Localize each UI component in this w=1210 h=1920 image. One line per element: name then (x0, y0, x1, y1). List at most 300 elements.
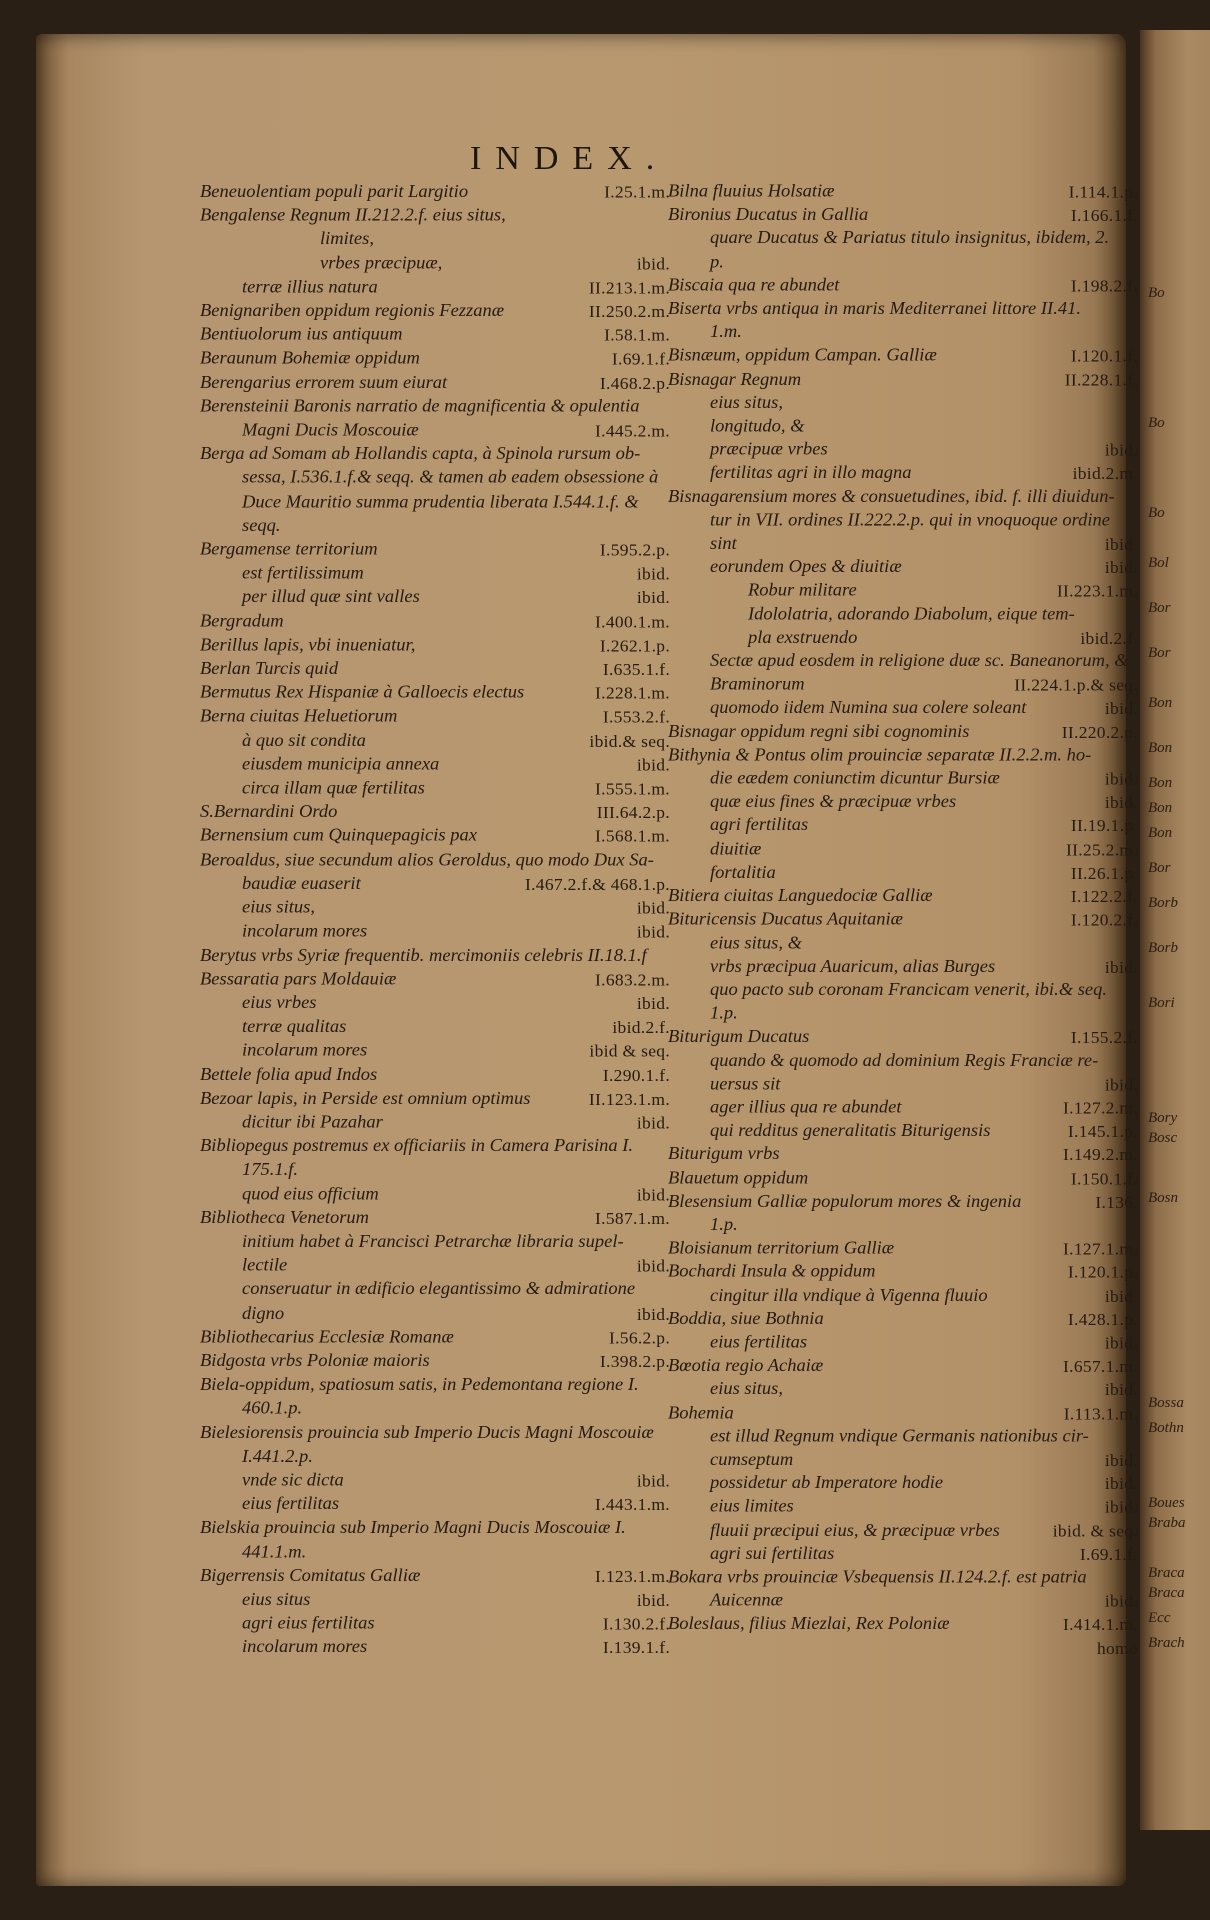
entry-reference: I.635.1.f. (602, 659, 670, 679)
entry-term: eius limites (710, 1497, 794, 1517)
entry-reference: I.25.1.m. (604, 181, 670, 202)
index-entry (200, 180, 670, 204)
index-entry (668, 1237, 1138, 1260)
entry-reference: II.25.2.m. (1065, 839, 1138, 860)
index-entry (200, 657, 670, 681)
index-entry (200, 800, 670, 824)
entry-reference: I.555.1.m. (595, 778, 670, 799)
entry-term: Bielesiorensis prouincia sub Imperio Ducis Magni Moscouiæ (200, 1422, 654, 1443)
entry-reference: I.120.2.f. (1070, 910, 1138, 930)
entry-term: Bilna fluuius Holsatiæ (668, 181, 835, 202)
index-entry (668, 650, 1138, 673)
adjacent-page-fragment: Bo (1148, 505, 1165, 521)
entry-term: quæ eius fines & præcipuæ vrbes (710, 792, 957, 813)
index-entry (200, 1612, 670, 1636)
entry-term: Benignariben oppidum regionis Fezzanæ (200, 301, 505, 322)
entry-term: vrbes præcipuæ, (320, 253, 443, 274)
entry-reference: I.683.2.m. (595, 969, 670, 990)
adjacent-page-fragment: Bol (1148, 555, 1169, 571)
index-entry (200, 920, 670, 944)
index-entry (200, 466, 670, 490)
entry-term: Bochardi Insula & oppidum (668, 1262, 876, 1282)
index-entry (668, 1260, 1138, 1283)
entry-term: 175.1.f. (242, 1160, 299, 1181)
entry-reference: ibid. (636, 993, 670, 1014)
index-entry (200, 586, 670, 610)
entry-term: Bigerrensis Comitatus Galliæ (200, 1566, 421, 1586)
entry-term: baudiæ euaserit (242, 874, 361, 894)
index-entry (200, 1445, 670, 1469)
index-entry (668, 227, 1138, 250)
entry-term: terræ qualitas (242, 1017, 347, 1037)
index-entry (200, 443, 670, 467)
entry-term: Bohemia (668, 1403, 734, 1423)
entry-reference: I.166.1.f. (1070, 205, 1138, 225)
index-entry (200, 1397, 670, 1421)
entry-term: incolarum mores (242, 1637, 368, 1658)
index-entry (668, 297, 1138, 320)
index-entry (200, 991, 670, 1015)
index-entry (200, 1349, 670, 1373)
entry-term: Bessaratia pars Moldauiæ (200, 969, 397, 990)
entry-term: Braminorum (710, 675, 805, 695)
entry-reference: ibid. (1104, 957, 1138, 977)
entry-term: Berillus lapis, vbi inueniatur, (200, 635, 416, 656)
index-entry (200, 1516, 670, 1540)
entry-reference: I.468.2.p. (599, 372, 670, 393)
entry-reference: ibid & seq. (589, 1041, 670, 1061)
entry-reference: I.553.2.f. (602, 706, 670, 727)
entry-term: eius vrbes (242, 993, 317, 1014)
entry-reference: I.120.1.f. (1070, 346, 1138, 366)
index-entry (200, 371, 670, 395)
index-entry (200, 610, 670, 634)
entry-reference: II.250.2.m. (588, 301, 670, 322)
index-entry (668, 673, 1138, 696)
index-entry (200, 1493, 670, 1517)
adjacent-page-fragment: Bo (1148, 415, 1165, 431)
entry-reference: ibid. (636, 587, 670, 608)
entry-reference: I.150.1.f. (1070, 1168, 1138, 1188)
entry-reference: ibid. (1104, 440, 1138, 460)
entry-term: Bibliopegus postremus ex officiariis in Camera Parisina I. (200, 1136, 634, 1157)
entry-reference: ibid. (1104, 792, 1138, 813)
entry-term: circa illam quæ fertilitas (242, 778, 425, 799)
index-entry (668, 180, 1138, 203)
entry-term: Bielskia prouincia sub Imperio Magni Ducis Moscouiæ I. (200, 1518, 626, 1539)
index-entry (668, 485, 1138, 508)
entry-reference: I.69.1.f. (611, 349, 670, 369)
entry-term: Magni Ducis Moscouiæ (242, 420, 419, 441)
index-entry (200, 1373, 670, 1397)
index-entry (200, 1325, 670, 1349)
index-entry (668, 1378, 1138, 1401)
entry-term: Bisnagar oppidum regni sibi cognominis (668, 722, 970, 742)
entry-term: quomodo iidem Numina sua colere soleant (710, 698, 1027, 719)
entry-reference: I.127.1.m. (1063, 1238, 1138, 1259)
adjacent-page-fragment: Bon (1148, 695, 1173, 711)
adjacent-page-fragment: Brach (1148, 1635, 1185, 1651)
adjacent-page-fragment: Bon (1148, 775, 1173, 791)
index-entry (668, 1519, 1138, 1542)
entry-term: Boleslaus, filius Miezlai, Rex Poloniæ (668, 1614, 950, 1635)
adjacent-page-fragment: Bor (1148, 860, 1171, 876)
index-entry (200, 1469, 670, 1493)
entry-reference: ibid. (1104, 769, 1138, 789)
entry-term: 441.1.m. (242, 1542, 307, 1562)
index-entry (200, 705, 670, 729)
entry-reference: ibid. (636, 1589, 670, 1610)
index-entry (200, 1540, 670, 1564)
entry-reference: I.587.1.m. (595, 1208, 670, 1228)
index-entry (200, 275, 670, 299)
entry-term: Berga ad Somam ab Hollandis capta, à Spinola rursum ob- (200, 444, 641, 465)
entry-reference: ibid.2.f. (1080, 628, 1138, 648)
entry-term: eius situs, & (710, 933, 802, 953)
entry-reference: I.114.1.p. (1068, 181, 1138, 202)
index-entry (200, 896, 670, 920)
index-entry (200, 848, 670, 872)
index-entry (200, 872, 670, 896)
entry-term: Berlan Turcis quid (200, 659, 339, 679)
index-entry (200, 1111, 670, 1135)
entry-term: Biscaia qua re abundet (668, 275, 840, 296)
adjacent-page-fragment: Bon (1148, 825, 1173, 841)
entry-term: vrbs præcipua Auaricum, alias Burges (710, 957, 996, 977)
entry-reference: I.136. (1095, 1191, 1138, 1212)
index-entry (668, 1307, 1138, 1330)
index-entry (668, 1542, 1138, 1565)
entry-term: Bloisianum territorium Galliæ (668, 1238, 895, 1259)
entry-term: qui redditus generalitatis Biturigensis (710, 1121, 991, 1141)
index-entry (668, 1190, 1138, 1213)
entry-term: Bisnagarensium mores & consuetudines, ibid. f. illi diuidun- (668, 487, 1115, 507)
index-entry (668, 1636, 1138, 1659)
index-entry (200, 395, 670, 419)
entry-term: Sectæ apud eosdem in religione duæ sc. Baneanorum, & (710, 651, 1129, 672)
entry-reference: II.228.1.f. (1064, 369, 1138, 390)
entry-term: S.Bernardini Ordo (200, 802, 338, 823)
adjacent-page-fragment: Borb (1148, 895, 1178, 911)
entry-reference: ibid. (636, 1184, 670, 1205)
entry-term: Berengarius errorem suum eiurat (200, 372, 448, 393)
index-entry (668, 955, 1138, 978)
entry-reference: ibid. (636, 1255, 670, 1276)
index-entry (200, 681, 670, 705)
entry-term: Biela-oppidum, spatiosum satis, in Pedemontana regione I. (200, 1375, 639, 1395)
entry-term: fluuii præcipui eius, & præcipuæ vrbes (710, 1520, 1000, 1541)
entry-reference: ibid. (1104, 1074, 1138, 1094)
index-entry (668, 532, 1138, 555)
index-entry (200, 299, 670, 323)
entry-term: die eædem coniunctim dicuntur Bursiæ (710, 769, 1000, 789)
index-entry (668, 885, 1138, 908)
entry-term: 1.p. (710, 1215, 738, 1235)
entry-reference: homo (1096, 1638, 1138, 1658)
adjacent-page-fragment: Borb (1148, 940, 1178, 956)
page-title: INDEX. (470, 140, 669, 177)
entry-term: Biturigum Ducatus (668, 1027, 810, 1047)
entry-term: Bergamense territorium (200, 539, 378, 560)
entry-reference: ibid. (636, 754, 670, 775)
entry-reference: ibid.& seq. (589, 730, 670, 751)
index-entry (668, 1049, 1138, 1072)
index-entry (668, 368, 1138, 391)
index-entry (200, 968, 670, 992)
entry-reference: I.290.1.f. (602, 1064, 670, 1085)
entry-term: vnde sic dicta (242, 1470, 344, 1491)
index-entry (200, 490, 670, 514)
adjacent-page-fragment: Bo (1148, 285, 1165, 301)
entry-term: cingitur illa vndique à Vigenna fluuio (710, 1285, 988, 1306)
index-entry (668, 814, 1138, 837)
entry-term: ager illius qua re abundet (710, 1098, 902, 1118)
entry-reference: I.69.1.f. (1079, 1544, 1138, 1564)
index-entry (200, 753, 670, 777)
index-entry (200, 1158, 670, 1182)
index-entry (668, 1354, 1138, 1377)
entry-reference: ibid. (1104, 1497, 1138, 1517)
entry-term: quo pacto sub coronam Francicam venerit, ibi.& seq. (710, 980, 1108, 1000)
entry-reference: I.198.2.f. (1070, 275, 1138, 296)
index-entry (200, 252, 670, 276)
entry-term: præcipuæ vrbes (710, 440, 828, 460)
index-entry (668, 1401, 1138, 1424)
entry-term: Bermutus Rex Hispaniæ à Galloecis electus (200, 683, 525, 703)
entry-reference: I.122.2.f. (1070, 886, 1138, 907)
index-entry (668, 1167, 1138, 1190)
index-entry (668, 1002, 1138, 1025)
entry-term: Bokara vrbs prouinciæ Vsbequensis II.124.2.f. est patria (668, 1567, 1087, 1588)
adjacent-page-fragment: Bory (1148, 1110, 1178, 1126)
entry-term: eius situs, (710, 1379, 783, 1400)
index-column-right (668, 180, 1138, 1660)
entry-reference: I.127.2.m. (1063, 1098, 1138, 1118)
entry-term: Bituricensis Ducatus Aquitaniæ (668, 910, 904, 930)
adjacent-page-fragment: Bon (1148, 740, 1173, 756)
index-entry (668, 1495, 1138, 1518)
entry-term: initium habet à Francisci Petrarchæ libraria supel- (242, 1232, 624, 1252)
adjacent-page-fragment: Bothn (1148, 1420, 1184, 1436)
entry-term: agri fertilitas (710, 816, 809, 836)
index-entry (668, 626, 1138, 649)
index-entry (200, 1015, 670, 1039)
entry-reference: ibid. (636, 1303, 670, 1324)
index-entry (668, 1214, 1138, 1237)
index-entry (668, 203, 1138, 226)
entry-term: tur in VII. ordines II.222.2.p. qui in vnoquoque ordine (710, 510, 1110, 531)
entry-term: p. (710, 252, 724, 272)
index-entry (200, 1588, 670, 1612)
index-entry (668, 1284, 1138, 1307)
index-entry (200, 562, 670, 586)
index-entry (668, 861, 1138, 884)
entry-term: Bibliothecarius Ecclesiæ Romanæ (200, 1327, 454, 1348)
entry-reference: I.398.2.p. (599, 1351, 670, 1372)
entry-term: sint (710, 534, 737, 554)
entry-term: Bezoar lapis, in Perside est omnium optimus (200, 1088, 531, 1109)
entry-reference: I.145.1.p. (1067, 1121, 1138, 1141)
entry-term: 1.m. (710, 322, 742, 343)
entry-term: Bengalense Regnum II.212.2.f. eius situs, (200, 205, 506, 226)
entry-term: Bernensium cum Quinquepagicis pax (200, 826, 477, 847)
index-entry (200, 1254, 670, 1278)
entry-term: Blesensium Galliæ populorum mores & ingenia (668, 1191, 1022, 1212)
entry-term: Beroaldus, siue secundum alios Geroldus, quo modo Dux Sa- (200, 850, 654, 870)
index-entry (668, 344, 1138, 367)
entry-term: Beraunum Bohemiæ oppidum (200, 349, 420, 369)
index-entry (668, 1472, 1138, 1495)
entry-term: Boddia, siue Bothnia (668, 1309, 824, 1329)
entry-reference: I.657.1.m. (1063, 1356, 1138, 1376)
index-entry (200, 419, 670, 443)
index-entry (668, 932, 1138, 955)
index-entry (200, 1182, 670, 1206)
entry-term: 1.p. (710, 1004, 738, 1024)
entry-reference: ibid. (1104, 534, 1138, 554)
entry-reference: ibid.2.m. (1072, 463, 1138, 484)
entry-term: pla exstruendo (748, 628, 858, 648)
entry-reference: ibid. (1104, 1473, 1138, 1494)
entry-term: quod eius officium (242, 1184, 379, 1205)
index-entry (668, 509, 1138, 532)
entry-reference: I.58.1.m. (604, 325, 670, 345)
entry-term: est fertilissimum (242, 563, 364, 584)
index-entry (200, 1636, 670, 1660)
entry-term: fertilitas agri in illo magna (710, 463, 912, 484)
entry-reference: I.400.1.m. (595, 611, 670, 632)
entry-reference: II.19.1.p. (1070, 816, 1138, 836)
entry-term: Bisnagar Regnum (668, 369, 802, 390)
entry-term: terræ illius natura (242, 277, 378, 298)
index-entry (668, 1120, 1138, 1143)
entry-term: Duce Mauritio summa prudentia liberata I.544.1.f. & (242, 492, 639, 512)
entry-term: cumseptum (710, 1450, 794, 1470)
entry-reference: II.123.1.m. (588, 1088, 670, 1109)
index-entry (668, 838, 1138, 861)
entry-reference: I.155.2.f. (1070, 1027, 1138, 1047)
entry-reference: I.262.1.p. (599, 635, 670, 656)
index-entry (200, 1278, 670, 1302)
index-entry (668, 1613, 1138, 1636)
index-entry (200, 1564, 670, 1588)
index-entry (668, 1143, 1138, 1166)
index-entry (200, 777, 670, 801)
entry-term: limites, (320, 229, 374, 250)
index-entry (200, 323, 670, 347)
adjacent-page-fragment: Bori (1148, 995, 1175, 1011)
entry-term: possidetur ab Imperatore hodie (710, 1473, 944, 1494)
index-entry (200, 347, 670, 371)
index-entry (668, 603, 1138, 626)
entry-reference: II.213.1.m. (588, 277, 670, 298)
entry-term: Bidgosta vrbs Poloniæ maioris (200, 1351, 430, 1372)
entry-reference: ibid. (1104, 1332, 1138, 1353)
entry-term: Berna ciuitas Heluetiorum (200, 706, 398, 727)
entry-term: Auicennæ (710, 1591, 783, 1611)
entry-term: eiusdem municipia annexa (242, 754, 440, 775)
index-entry (668, 438, 1138, 461)
entry-reference: I.595.2.p. (599, 539, 670, 560)
index-entry (668, 1096, 1138, 1119)
entry-term: Biturigum vrbs (668, 1144, 780, 1165)
entry-term: agri sui fertilitas (710, 1544, 835, 1564)
entry-term: I.441.2.p. (242, 1446, 313, 1467)
entry-reference: I.414.1.m. (1063, 1614, 1138, 1635)
entry-reference: I.568.1.m. (595, 826, 670, 847)
index-entry (200, 204, 670, 228)
adjacent-page-fragment: Bossa (1148, 1395, 1184, 1411)
entry-term: Robur militare (748, 581, 857, 601)
entry-term: Bisnæum, oppidum Campan. Galliæ (668, 346, 937, 366)
adjacent-page-fragment: Braca (1148, 1565, 1185, 1581)
entry-term: eius situs (242, 1589, 311, 1610)
index-entry (668, 1073, 1138, 1096)
entry-term: Bibliotheca Venetorum (200, 1208, 370, 1228)
entry-reference: ibid. (636, 1470, 670, 1491)
entry-term: agri eius fertilitas (242, 1613, 375, 1634)
entry-term: Berytus vrbs Syriæ frequentib. mercimoniis celebris II.18.1.f (200, 945, 647, 966)
index-entry (668, 1589, 1138, 1612)
index-entry (668, 1425, 1138, 1448)
index-entry (668, 391, 1138, 414)
entry-term: Berensteinii Baronis narratio de magnificentia & opulentia (200, 396, 640, 417)
index-entry (668, 1331, 1138, 1354)
entry-reference: II.224.1.p.& seq. (1014, 675, 1138, 695)
entry-term: 460.1.p. (242, 1399, 303, 1419)
adjacent-page-fragment: Bor (1148, 600, 1171, 616)
adjacent-page-fragment: Braca (1148, 1585, 1185, 1601)
entry-term: per illud quæ sint valles (242, 587, 420, 608)
index-entry (668, 415, 1138, 438)
entry-reference: ibid. (1104, 1285, 1138, 1306)
index-entry (200, 1135, 670, 1159)
entry-term: Biserta vrbs antiqua in maris Mediterranei littore II.41. (668, 299, 1081, 319)
entry-reference: ibid. (636, 1112, 670, 1133)
index-entry (200, 824, 670, 848)
index-entry (200, 1039, 670, 1063)
entry-term: lectile (242, 1255, 288, 1276)
entry-reference: I.113.1.m. (1063, 1403, 1138, 1423)
entry-reference: I.467.2.f.& 468.1.p. (524, 874, 670, 894)
entry-reference: I.139.1.f. (602, 1637, 670, 1658)
entry-term: sessa, I.536.1.f.& seqq. & tamen ab eadem obsessione à (242, 468, 659, 489)
entry-term: Bentiuolorum ius antiquum (200, 325, 403, 345)
index-entry (200, 228, 670, 252)
entry-term: est illud Regnum vndique Germanis nationibus cir- (710, 1426, 1089, 1447)
entry-term: diuitiæ (710, 839, 762, 860)
entry-reference: ibid. (636, 253, 670, 274)
entry-reference: ibid. (1104, 1591, 1138, 1611)
entry-term: eius fertilitas (242, 1494, 340, 1515)
entry-reference: I.443.1.m. (595, 1494, 670, 1515)
entry-reference: ibid. (1104, 557, 1138, 578)
entry-term: quando & quomodo ad dominium Regis Franciæ re- (710, 1051, 1099, 1071)
entry-term: à quo sit condita (242, 730, 366, 751)
entry-reference: ibid. (1104, 1379, 1138, 1400)
entry-term: uersus sit (710, 1074, 781, 1094)
entry-reference: I.228.1.m. (595, 683, 670, 703)
entry-term: Blauetum oppidum (668, 1168, 809, 1188)
entry-reference: I.428.1.p. (1067, 1309, 1138, 1329)
index-entry (668, 274, 1138, 297)
adjacent-page-fragment: Bor (1148, 645, 1171, 661)
entry-term: Bettele folia apud Indos (200, 1064, 378, 1085)
entry-term: eius situs, (710, 393, 783, 413)
adjacent-page-fragment: Boues (1148, 1495, 1185, 1511)
adjacent-page-fragment: Bosc (1148, 1130, 1178, 1146)
entry-term: dicitur ibi Pazahar (242, 1112, 383, 1133)
